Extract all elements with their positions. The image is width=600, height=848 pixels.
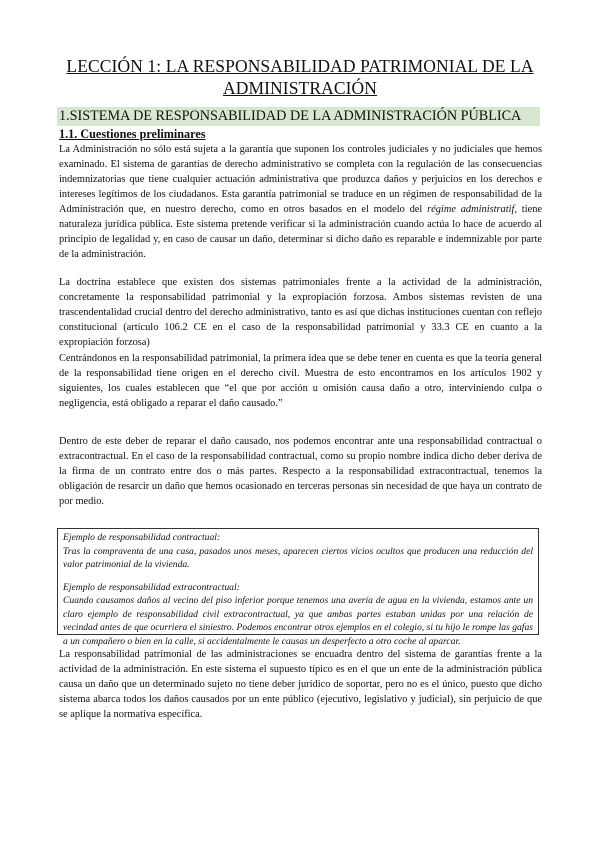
lesson-title: LECCIÓN 1: LA RESPONSABILIDAD PATRIMONIAL DE LA ADMINISTRACIÓN xyxy=(66,56,534,98)
paragraph-2: La doctrina establece que existen dos sistemas patrimoniales frente a la actividad de la administración, concretamente la responsabilidad patrimonial y la expropiación forzosa. Ambos sistemas revisten de una trascendentalidad crucial dentro del derecho administrativo, tanto es así que dichas instituciones cuentan con reflejo constitucional (artículo 106.2 CE en el caso de la responsabilidad patrimonial y 33.3 CE en cuanto a la expropiación forzosa) xyxy=(59,277,542,348)
paragraph-1-italic-term: régime administratif xyxy=(427,204,515,215)
examples-box xyxy=(57,528,539,647)
example-1-heading: Ejemplo de responsabilidad contractual: xyxy=(63,532,221,543)
paragraph-1 xyxy=(59,142,542,262)
section-title: 1.SISTEMA DE RESPONSABILIDAD DE LA ADMINISTRACIÓN PÚBLICA xyxy=(59,108,522,124)
paragraph-5: La responsabilidad patrimonial de las administraciones se encuadra dentro del sistema de garantías frente a la actividad de la administración. En este sistema el supuesto típico es en el que un ente de la administración pública causa un daño que un determinado sujeto no tiene deber jurídico de soportar, pero no es el único, puesto que dicho sistema abarca todos los daños causados por un ente público (ejecutivo, legislativo y judicial), sin perjuicio de que se aplique la normativa específica. xyxy=(59,649,542,720)
subsection-title: 1.1. Cuestiones preliminares xyxy=(59,127,206,141)
example-2-text: Cuando causamos daños al vecino del piso inferior porque tenemos una avería de agua en la vivienda, estamos ante un claro ejemplo de responsabilidad civil extracontractual, ya que ambas partes estaban unidas por una relación de vecindad antes de que ocurriera el siniestro. Podemos encontrar otros ejemplos en el colegio, si tu hijo le rompe las gafas a un compañero o bien en la calle, si accidentalmente le causas un desperfecto a otro coche al aparcar. xyxy=(63,595,533,647)
paragraph-1-part-b: , tiene naturaleza jurídica pública. Este sistema pretende verificar si la administración cuando actúa lo hace de acuerdo al principio de legalidad y, en caso de causar un daño, determinar si dicho daño es reparable e indemnizable por parte de la administración. xyxy=(59,204,542,260)
paragraph-3: Centrándonos en la responsabilidad patrimonial, la primera idea que se debe tener en cuenta es que la teoría general de la responsabilidad tiene origen en el derecho civil. Muestra de esto encontramos en los artículos 1902 y siguientes, los cuales establecen que “el que por acción u omisión causa daño a otro, interviniendo culpa o negligencia, está obligado a reparar el daño causado.” xyxy=(59,353,542,409)
example-2-heading: Ejemplo de responsabilidad extracontractual: xyxy=(63,581,240,593)
example-1-text: Tras la compraventa de una casa, pasados unos meses, aparecen ciertos vicios ocultos que producen una reducción del valor patrimonial de la vivienda. xyxy=(63,545,533,570)
paragraph-1-part-a: La Administración no sólo está sujeta a la garantía que suponen los controles judiciales y no judiciales que hemos examinado. El sistema de garantías de derecho administrativo se completa con la regulación de las consecuencias indemnizatorias que tiene cualquier actuación administrativa que produzca daños y perjuicios en los derechos e intereses legítimos de los ciudadanos. Esta garantía patrimonial se traduce en un régimen de responsabilidad de la Administración que, en nuestro derecho, como en otros basados en el modelo del xyxy=(59,144,542,215)
paragraph-4: Dentro de este deber de reparar el daño causado, nos podemos encontrar ante una responsabilidad contractual o extracontractual. En el caso de la responsabilidad contractual, como su propio nombre indica dicho deber deriva de la firma de un contrato entre dos o más partes. Respecto a la responsabilidad extracontractual, tenemos la obligación de resarcir un daño que hemos ocasionado en terceras personas sin necesidad de que haya un contrato de por medio. xyxy=(59,436,542,507)
